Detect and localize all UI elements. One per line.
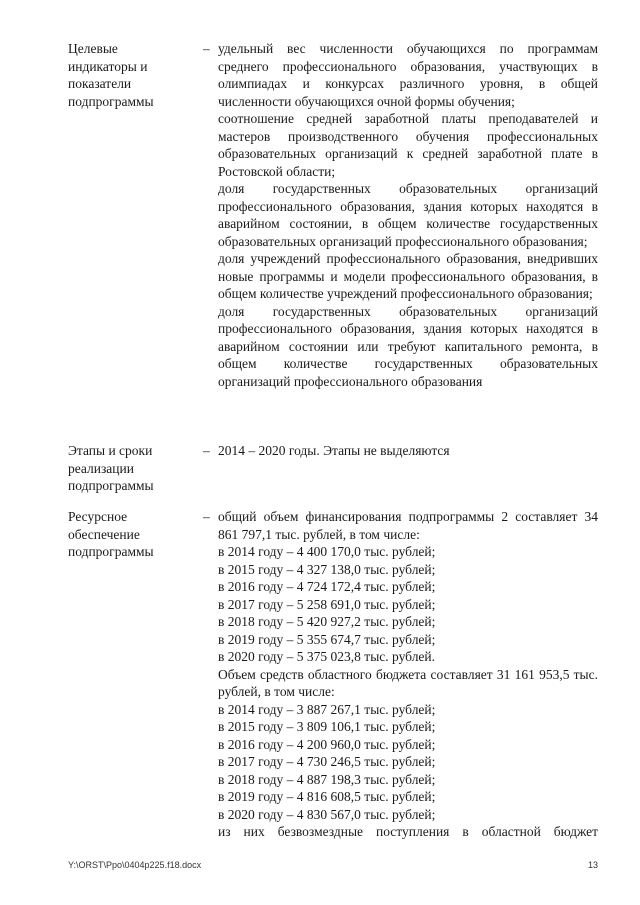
paragraph: в 2020 году – 4 830 567,0 тыс. рублей;	[218, 806, 436, 822]
paragraph: в 2018 году – 4 887 198,3 тыс. рублей;	[218, 771, 436, 787]
paragraph: в 2018 году – 5 420 927,2 тыс. рублей;	[218, 614, 436, 629]
row-label: Этапы и сроки реализации подпрограммы	[68, 443, 154, 493]
paragraph: доля государственных образовательных организаций профессионального образования, здания которых находятся в аварийном состоянии или требуют капитального ремонта, в общем количестве государственных образовательных организаций профессионального образования	[218, 303, 598, 389]
row-content	[218, 40, 598, 390]
paragraph: доля учреждений профессионального образования, внедривших новые программы и модели профессионального образования, в общем количестве учреждений профессионального образования;	[218, 251, 598, 301]
paragraph: в 2014 году – 3 887 267,1 тыс. рублей;	[218, 701, 436, 717]
paragraph: в 2015 году – 4 327 138,0 тыс. рублей;	[218, 561, 436, 577]
paragraph: из них безвозмездные поступления в областной бюджет	[218, 824, 598, 839]
paragraph: соотношение средней заработной платы преподавателей и мастеров производственного обучения профессиональных образовательных организаций к средней заработной плате в Ростовской области;	[218, 111, 598, 179]
paragraph: в 2016 году – 4 724 172,4 тыс. рублей;	[218, 579, 436, 594]
paragraph: в 2019 году – 4 816 608,5 тыс. рублей;	[218, 789, 436, 804]
row-dash: –	[203, 41, 210, 56]
paragraph: доля государственных образовательных организаций профессионального образования, здания которых находятся в аварийном состоянии, в общем количестве государственных образовательных организаций профессионального образования;	[218, 181, 598, 249]
row-dash: –	[203, 509, 210, 524]
paragraph: в 2020 году – 5 375 023,8 тыс. рублей.	[218, 649, 436, 664]
paragraph: в 2017 году – 5 258 691,0 тыс. рублей;	[218, 596, 436, 612]
paragraph: в 2016 году – 4 200 960,0 тыс. рублей;	[218, 736, 436, 752]
row-dash: –	[203, 443, 210, 458]
paragraph: 2014 – 2020 годы. Этапы не выделяются	[218, 443, 450, 458]
paragraph: в 2015 году – 3 809 106,1 тыс. рублей;	[218, 719, 436, 734]
paragraph: в 2014 году – 4 400 170,0 тыс. рублей;	[218, 544, 436, 559]
paragraph: Объем средств областного бюджета составляет 31 161 953,5 тыс. рублей, в том числе:	[218, 666, 598, 699]
row-content	[218, 508, 598, 841]
paragraph: удельный вес численности обучающихся по программам среднего профессионального образования, участвующих в олимпиадах и конкурсах различного уровня, в общей численности обучающихся очной формы обучения;	[218, 41, 598, 109]
paragraph: в 2017 году – 4 730 246,5 тыс. рублей;	[218, 754, 436, 769]
footer-file-path: Y:\ORST\Ppo\0404p225.f18.docx	[68, 860, 202, 870]
paragraph: общий объем финансирования подпрограммы 2 составляет 34 861 797,1 тыс. рублей, в том числе:	[218, 509, 598, 542]
row-label: Ресурсное обеспечение подпрограммы	[68, 509, 154, 559]
row-label: Целевые индикаторы и показатели подпрограммы	[68, 41, 154, 109]
paragraph: в 2019 году – 5 355 674,7 тыс. рублей;	[218, 631, 436, 647]
row-content	[218, 442, 598, 460]
footer-page-number: 13	[587, 860, 598, 870]
